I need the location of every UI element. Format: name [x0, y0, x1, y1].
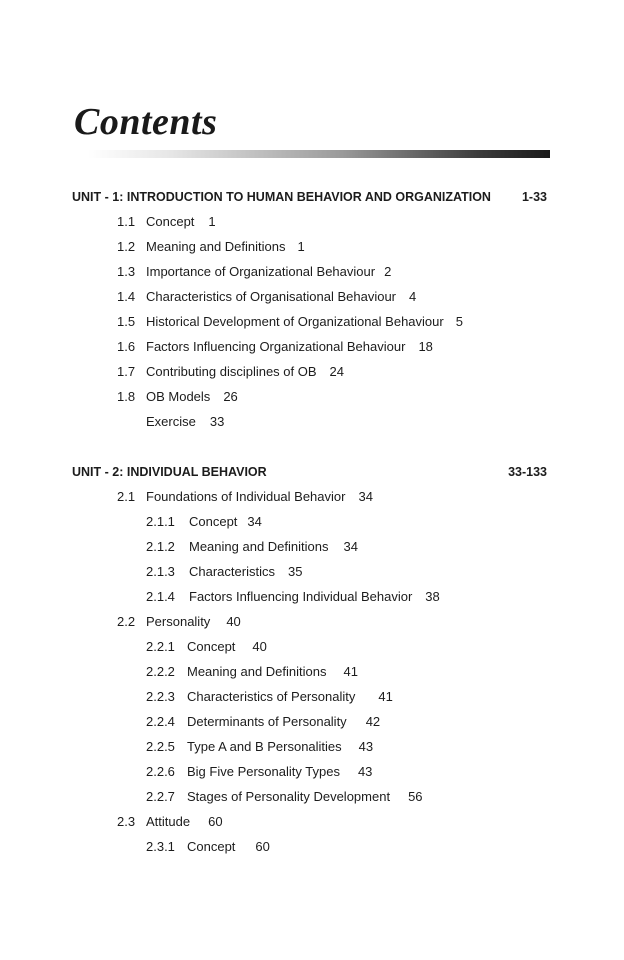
- entry-title: Characteristics of Organisational Behaviour: [146, 289, 397, 304]
- toc-entry[interactable]: [146, 662, 358, 682]
- toc-entry[interactable]: [146, 712, 380, 732]
- entry-number: 2.1.2: [146, 539, 175, 554]
- entry-title: Big Five Personality Types: [187, 764, 340, 779]
- entry-page: 43: [357, 764, 373, 779]
- entry-number: 1.7: [117, 364, 136, 379]
- entry-page: 60: [208, 814, 223, 829]
- toc-entry[interactable]: [117, 612, 241, 632]
- entry-title: Meaning and Definitions: [187, 664, 327, 679]
- toc-entry[interactable]: [117, 262, 391, 282]
- entry-title: OB Models: [146, 389, 211, 404]
- entry-number: 1.6: [117, 339, 136, 354]
- toc-entry[interactable]: [146, 837, 270, 857]
- toc-entry[interactable]: [117, 362, 344, 382]
- entry-title: Exercise: [146, 414, 196, 429]
- toc-entry[interactable]: [146, 637, 267, 657]
- entry-number: 1.4: [117, 289, 136, 304]
- entry-title: Meaning and Definitions: [146, 239, 286, 254]
- toc-entry[interactable]: [146, 412, 224, 432]
- entry-page: 34: [358, 489, 373, 504]
- entry-title: Concept: [189, 514, 238, 529]
- entry-title: Characteristics of Personality: [187, 689, 356, 704]
- entry-number: 1.2: [117, 239, 136, 254]
- toc-entry[interactable]: [117, 237, 305, 257]
- entry-number: 2.2.4: [146, 714, 175, 729]
- entry-page: 43: [358, 739, 374, 754]
- entry-number: 2.1: [117, 489, 136, 504]
- toc-entry[interactable]: [146, 737, 373, 757]
- entry-title: Stages of Personality Development: [187, 789, 391, 804]
- entry-title: Historical Development of Organizational Behaviour: [146, 314, 444, 329]
- unit-title: UNIT - 2: INDIVIDUAL BEHAVIOR: [72, 465, 267, 479]
- entry-title: Factors Influencing Individual Behavior: [189, 589, 413, 604]
- entry-page: 26: [223, 389, 238, 404]
- entry-number: 2.2.5: [146, 739, 175, 754]
- entry-number: 1.3: [117, 264, 136, 279]
- entry-title: Foundations of Individual Behavior: [146, 489, 346, 504]
- toc-entry[interactable]: [146, 687, 393, 707]
- entry-number: 2.3: [117, 814, 136, 829]
- entry-number: 1.5: [117, 314, 136, 329]
- entry-page: 41: [378, 689, 393, 704]
- toc-entry[interactable]: [117, 312, 463, 332]
- entry-number: 2.3.1: [146, 839, 175, 854]
- entry-page: 4: [409, 289, 417, 304]
- entry-page: 38: [425, 589, 440, 604]
- toc-entry[interactable]: [146, 512, 262, 532]
- entry-page: 40: [226, 614, 241, 629]
- entry-number: 2.2.1: [146, 639, 175, 654]
- entry-page: 2: [384, 264, 392, 279]
- toc-entry[interactable]: [117, 812, 223, 832]
- entry-number: 2.2.7: [146, 789, 175, 804]
- entry-page: 42: [365, 714, 381, 729]
- entry-page: 33: [209, 414, 225, 429]
- toc-entry[interactable]: [146, 787, 423, 807]
- entry-page: 41: [343, 664, 358, 679]
- entry-page: 40: [252, 639, 267, 654]
- title-divider: [88, 150, 550, 158]
- entry-title: Meaning and Definitions: [189, 539, 329, 554]
- entry-page: 1: [297, 239, 305, 254]
- toc-entry[interactable]: [117, 337, 433, 357]
- toc-entry[interactable]: [146, 537, 358, 557]
- entry-number: 1.1: [117, 214, 136, 229]
- entry-title: Characteristics: [189, 564, 275, 579]
- toc-entry[interactable]: [117, 487, 373, 507]
- unit-heading[interactable]: [72, 187, 547, 207]
- entry-page: 1: [208, 214, 216, 229]
- entry-page: 18: [418, 339, 433, 354]
- entry-page: 5: [455, 314, 463, 329]
- entry-page: 60: [255, 839, 270, 854]
- entry-number: 2.1.4: [146, 589, 175, 604]
- entry-title: Concept: [187, 839, 236, 854]
- entry-title: Concept: [146, 214, 195, 229]
- toc-entry[interactable]: [146, 762, 372, 782]
- entry-number: 2.1.3: [146, 564, 175, 579]
- toc-entry[interactable]: [117, 212, 216, 232]
- entry-page: 34: [343, 539, 358, 554]
- unit-pages: 1-33: [521, 190, 547, 204]
- toc-entry[interactable]: [117, 287, 416, 307]
- entry-number: 2.2.3: [146, 689, 175, 704]
- entry-number: 1.8: [117, 389, 136, 404]
- entry-page: 34: [247, 514, 262, 529]
- page-title: Contents: [74, 101, 218, 143]
- entry-page: 24: [329, 364, 344, 379]
- entry-number: 2.2.2: [146, 664, 175, 679]
- entry-title: Determinants of Personality: [187, 714, 347, 729]
- unit-heading[interactable]: [72, 462, 547, 482]
- entry-number: 2.1.1: [146, 514, 175, 529]
- entry-page: 35: [287, 564, 303, 579]
- toc-entry[interactable]: [117, 387, 238, 407]
- entry-title: Factors Influencing Organizational Behaviour: [146, 339, 406, 354]
- entry-title: Importance of Organizational Behaviour: [146, 264, 376, 279]
- toc-entry[interactable]: [146, 587, 440, 607]
- entry-title: Personality: [146, 614, 211, 629]
- entry-title: Attitude: [146, 814, 191, 829]
- entry-page: 56: [408, 789, 423, 804]
- entry-number: 2.2.6: [146, 764, 175, 779]
- entry-title: Contributing disciplines of OB: [146, 364, 317, 379]
- toc-entry[interactable]: [146, 562, 302, 582]
- unit-title: UNIT - 1: INTRODUCTION TO HUMAN BEHAVIOR AND ORGANIZATION: [72, 190, 491, 204]
- entry-number: 2.2: [117, 614, 136, 629]
- unit-pages: 33-133: [508, 465, 547, 479]
- entry-title: Type A and B Personalities: [187, 739, 342, 754]
- entry-title: Concept: [187, 639, 236, 654]
